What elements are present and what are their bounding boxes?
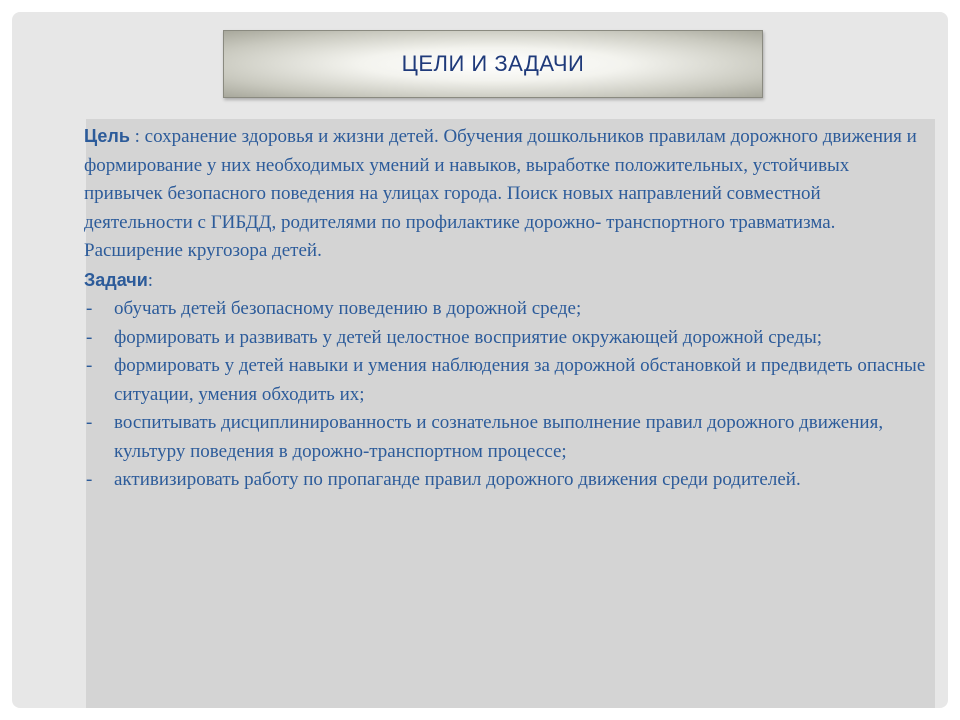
tasks-separator: : [147, 269, 154, 291]
bullet-dash: - [86, 469, 93, 490]
task-text: формировать у детей навыки и умения наблюдения за дорожной обстановкой и предвидеть опасные ситуации, умения обходить их; [114, 355, 926, 405]
list-item [84, 409, 926, 466]
task-text: активизировать работу по пропаганде правил дорожного движения среди родителей. [114, 469, 801, 490]
task-text: воспитывать дисциплинированность и сознательное выполнение правил дорожного движения, культуру поведения в дорожно-транспортном процессе; [114, 412, 884, 462]
goal-text: сохранение здоровья и жизни детей. Обучения дошкольников правилам дорожного движения и формирование у них необходимых умений и навыков, выработке положительных, устойчивых привычек безопасного поведения на улицах города. Поиск новых направлений совместной деятельности с ГИБДД, родителями по профилактике дорожно- транспортного травматизма. Расширение кругозора детей. [84, 126, 917, 261]
tasks-heading [84, 266, 926, 296]
task-text: формировать и развивать у детей целостное восприятие окружающей дорожной среды; [114, 326, 823, 348]
slide-title-box [223, 30, 763, 98]
bullet-dash: - [86, 412, 93, 433]
list-item [84, 295, 926, 324]
list-item [84, 352, 926, 409]
task-text: обучать детей безопасному поведению в дорожной среде; [114, 298, 582, 319]
goal-paragraph [84, 122, 926, 266]
tasks-list [84, 295, 926, 495]
slide-content [84, 122, 926, 495]
bullet-dash: - [86, 298, 93, 319]
bullet-dash: - [86, 326, 93, 348]
list-item [84, 466, 926, 495]
slide-title: ЦЕЛИ И ЗАДАЧИ [401, 51, 585, 76]
list-item [84, 324, 926, 353]
goal-separator: : [129, 126, 145, 147]
tasks-label: Задачи [84, 269, 148, 290]
goal-label: Цель [84, 126, 130, 146]
bullet-dash: - [86, 355, 93, 376]
